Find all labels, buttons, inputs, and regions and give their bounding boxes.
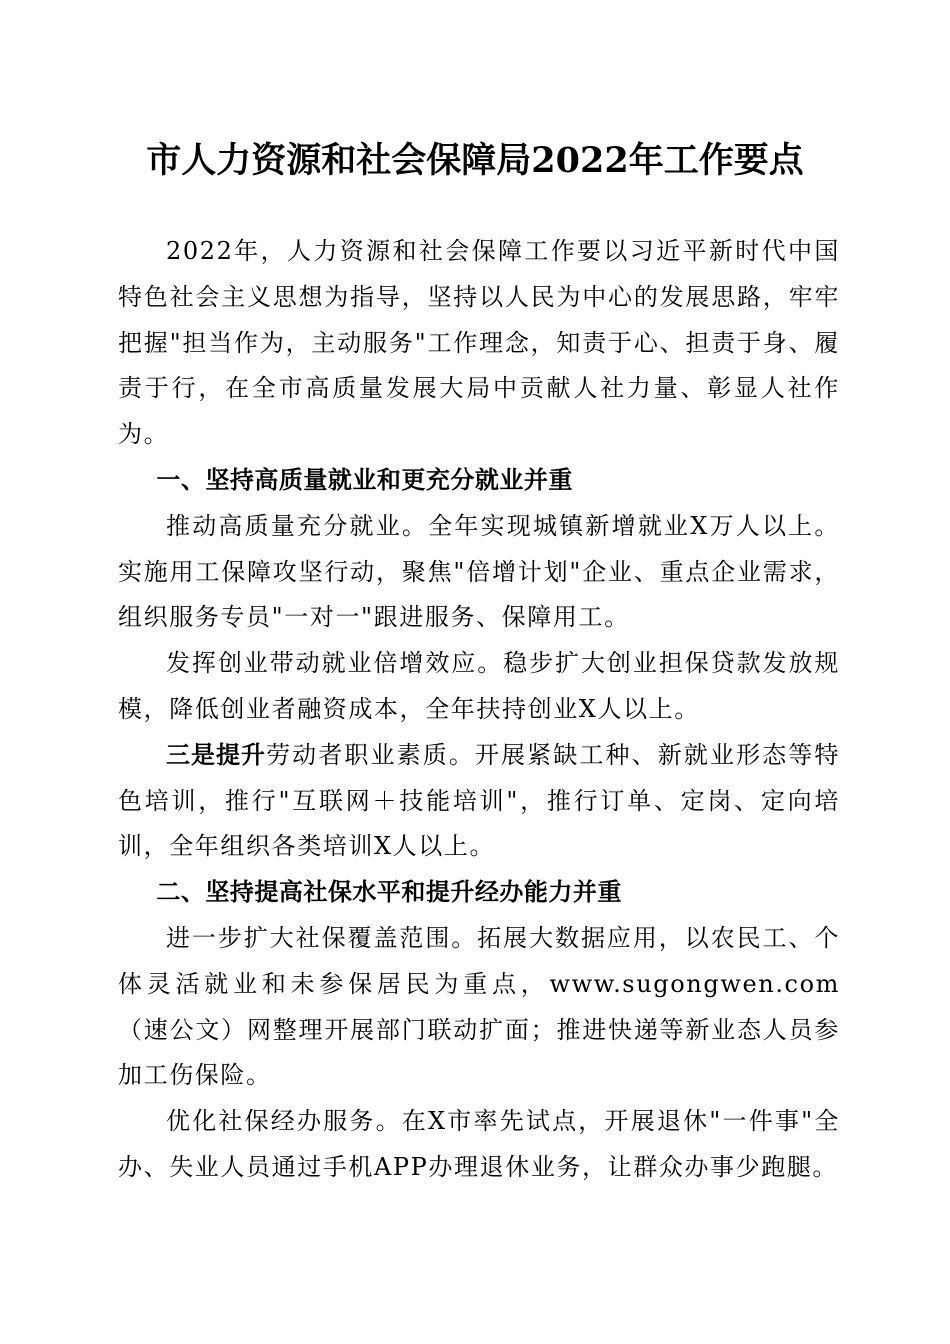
paragraph-coverage: 进一步扩大社保覆盖范围。拓展大数据应用，以农民工、个体灵活就业和未参保居民为重点，www.sugongwen.com（速公文）网整理开展部门联动扩面；推进快递等新业态人员参加工伤保险。 <box>118 923 840 1090</box>
document-body <box>118 229 840 1191</box>
section-heading-2: 二、坚持提高社保水平和提升经办能力并重 <box>156 878 622 907</box>
paragraph-lead-text: 三是提升 <box>166 740 267 769</box>
paragraph-skills-text: 劳动者职业素质。开展紧缺工种、新就业形态等特色培训，推行"互联网＋技能培训"，推行订单、定岗、定向培训，全年组织各类培训X人以上。 <box>118 740 841 861</box>
paragraph-employment: 推动高质量充分就业。全年实现城镇新增就业X万人以上。实施用工保障攻坚行动，聚焦"倍增计划"企业、重点企业需求，组织服务专员"一对一"跟进服务、保障用工。 <box>118 511 840 632</box>
paragraph-skills <box>118 733 840 870</box>
document-title: 市人力资源和社会保障局2022年工作要点 <box>146 140 804 181</box>
section-heading-1: 一、坚持高质量就业和更充分就业并重 <box>156 465 573 494</box>
intro-paragraph: 2022年，人力资源和社会保障工作要以习近平新时代中国特色社会主义思想为指导，坚持以人民为中心的发展思路，牢牢把握"担当作为，主动服务"工作理念，知责于心、担责于身、履责于行，在全市高质量发展大局中贡献人社力量、彰显人社作为。 <box>118 237 840 449</box>
paragraph-entrepreneurship: 发挥创业带动就业倍增效应。稳步扩大创业担保贷款发放规模，降低创业者融资成本，全年扶持创业X人以上。 <box>118 649 840 723</box>
paragraph-service: 优化社保经办服务。在X市率先试点，开展退休"一件事"全办、失业人员通过手机APP办理退休业务，让群众办事少跑腿。 <box>118 1107 840 1181</box>
